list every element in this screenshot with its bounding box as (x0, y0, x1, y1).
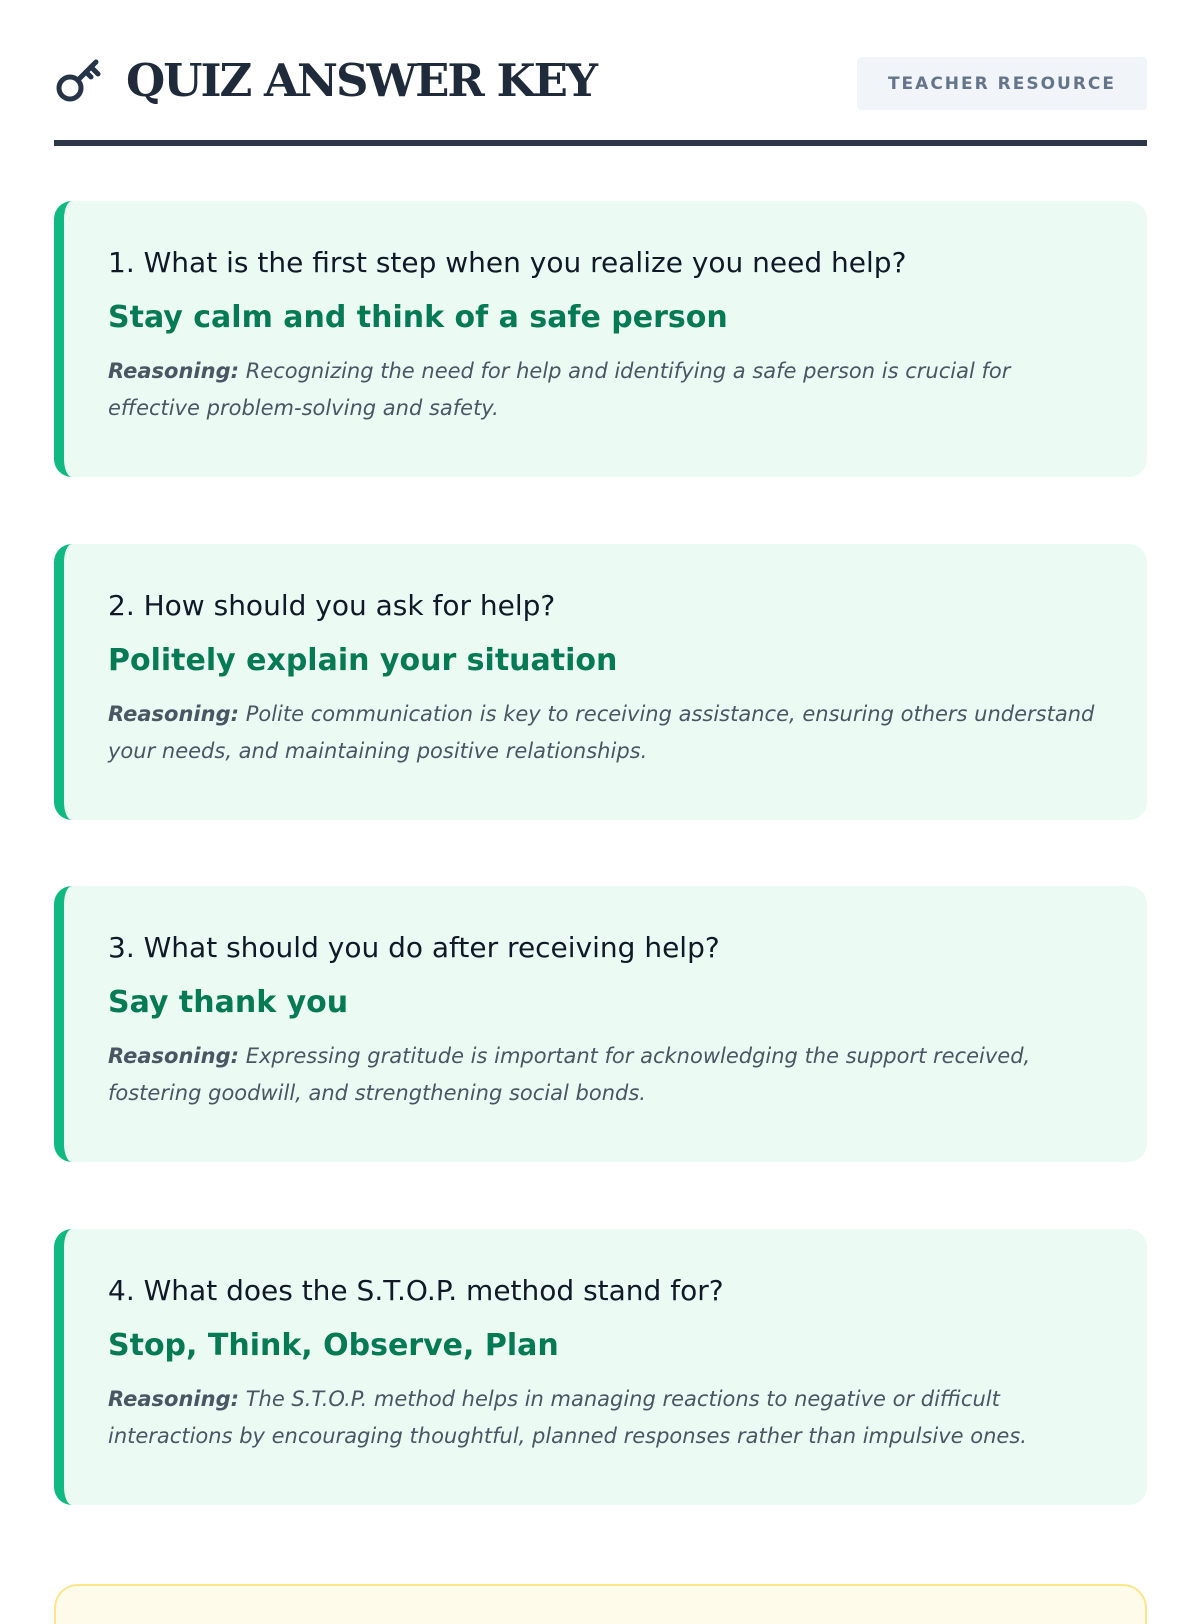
question-text: 1. What is the first step when you realize you need help? (108, 246, 907, 279)
question-text: 3. What should you do after receiving help? (108, 931, 720, 964)
title-group (54, 54, 596, 106)
answer-key-page (54, 0, 1147, 1448)
reasoning-label: Reasoning: (108, 1387, 239, 1411)
header-divider (54, 140, 1147, 146)
question-text: 2. How should you ask for help? (108, 589, 556, 622)
reasoning-label: Reasoning: (108, 1044, 239, 1068)
page-header (54, 0, 1147, 144)
answer-card-4 (54, 1229, 1147, 1505)
reasoning-body: The S.T.O.P. method helps in managing reactions to negative or difficult interactions by encouraging thoughtful, planned responses rather than impulsive ones. (108, 1387, 1027, 1448)
reasoning-text (108, 353, 1107, 427)
partial-bottom-card (54, 1584, 1147, 1624)
answer-text: Say thank you (108, 985, 349, 1020)
page-title: QUIZ ANSWER KEY (126, 53, 596, 107)
reasoning-text (108, 696, 1107, 770)
question-text: 4. What does the S.T.O.P. method stand for? (108, 1274, 724, 1307)
reasoning-text (108, 1038, 1107, 1112)
reasoning-body: Recognizing the need for help and identifying a safe person is crucial for effective problem-solving and safety. (108, 359, 1011, 420)
answer-card-1 (54, 201, 1147, 477)
answer-card-3 (54, 886, 1147, 1162)
answer-text: Stop, Think, Observe, Plan (108, 1328, 559, 1363)
reasoning-label: Reasoning: (108, 359, 239, 383)
answer-text: Politely explain your situation (108, 643, 618, 678)
teacher-resource-badge: TEACHER RESOURCE (857, 57, 1147, 110)
answer-card-2 (54, 544, 1147, 820)
answer-text: Stay calm and think of a safe person (108, 300, 728, 335)
reasoning-body: Expressing gratitude is important for acknowledging the support received, fostering goodwill, and strengthening social bonds. (108, 1044, 1031, 1105)
reasoning-body: Polite communication is key to receiving assistance, ensuring others understand your needs, and maintaining positive relationships. (108, 702, 1095, 763)
reasoning-text (108, 1381, 1107, 1455)
reasoning-label: Reasoning: (108, 702, 239, 726)
key-icon (54, 54, 106, 106)
